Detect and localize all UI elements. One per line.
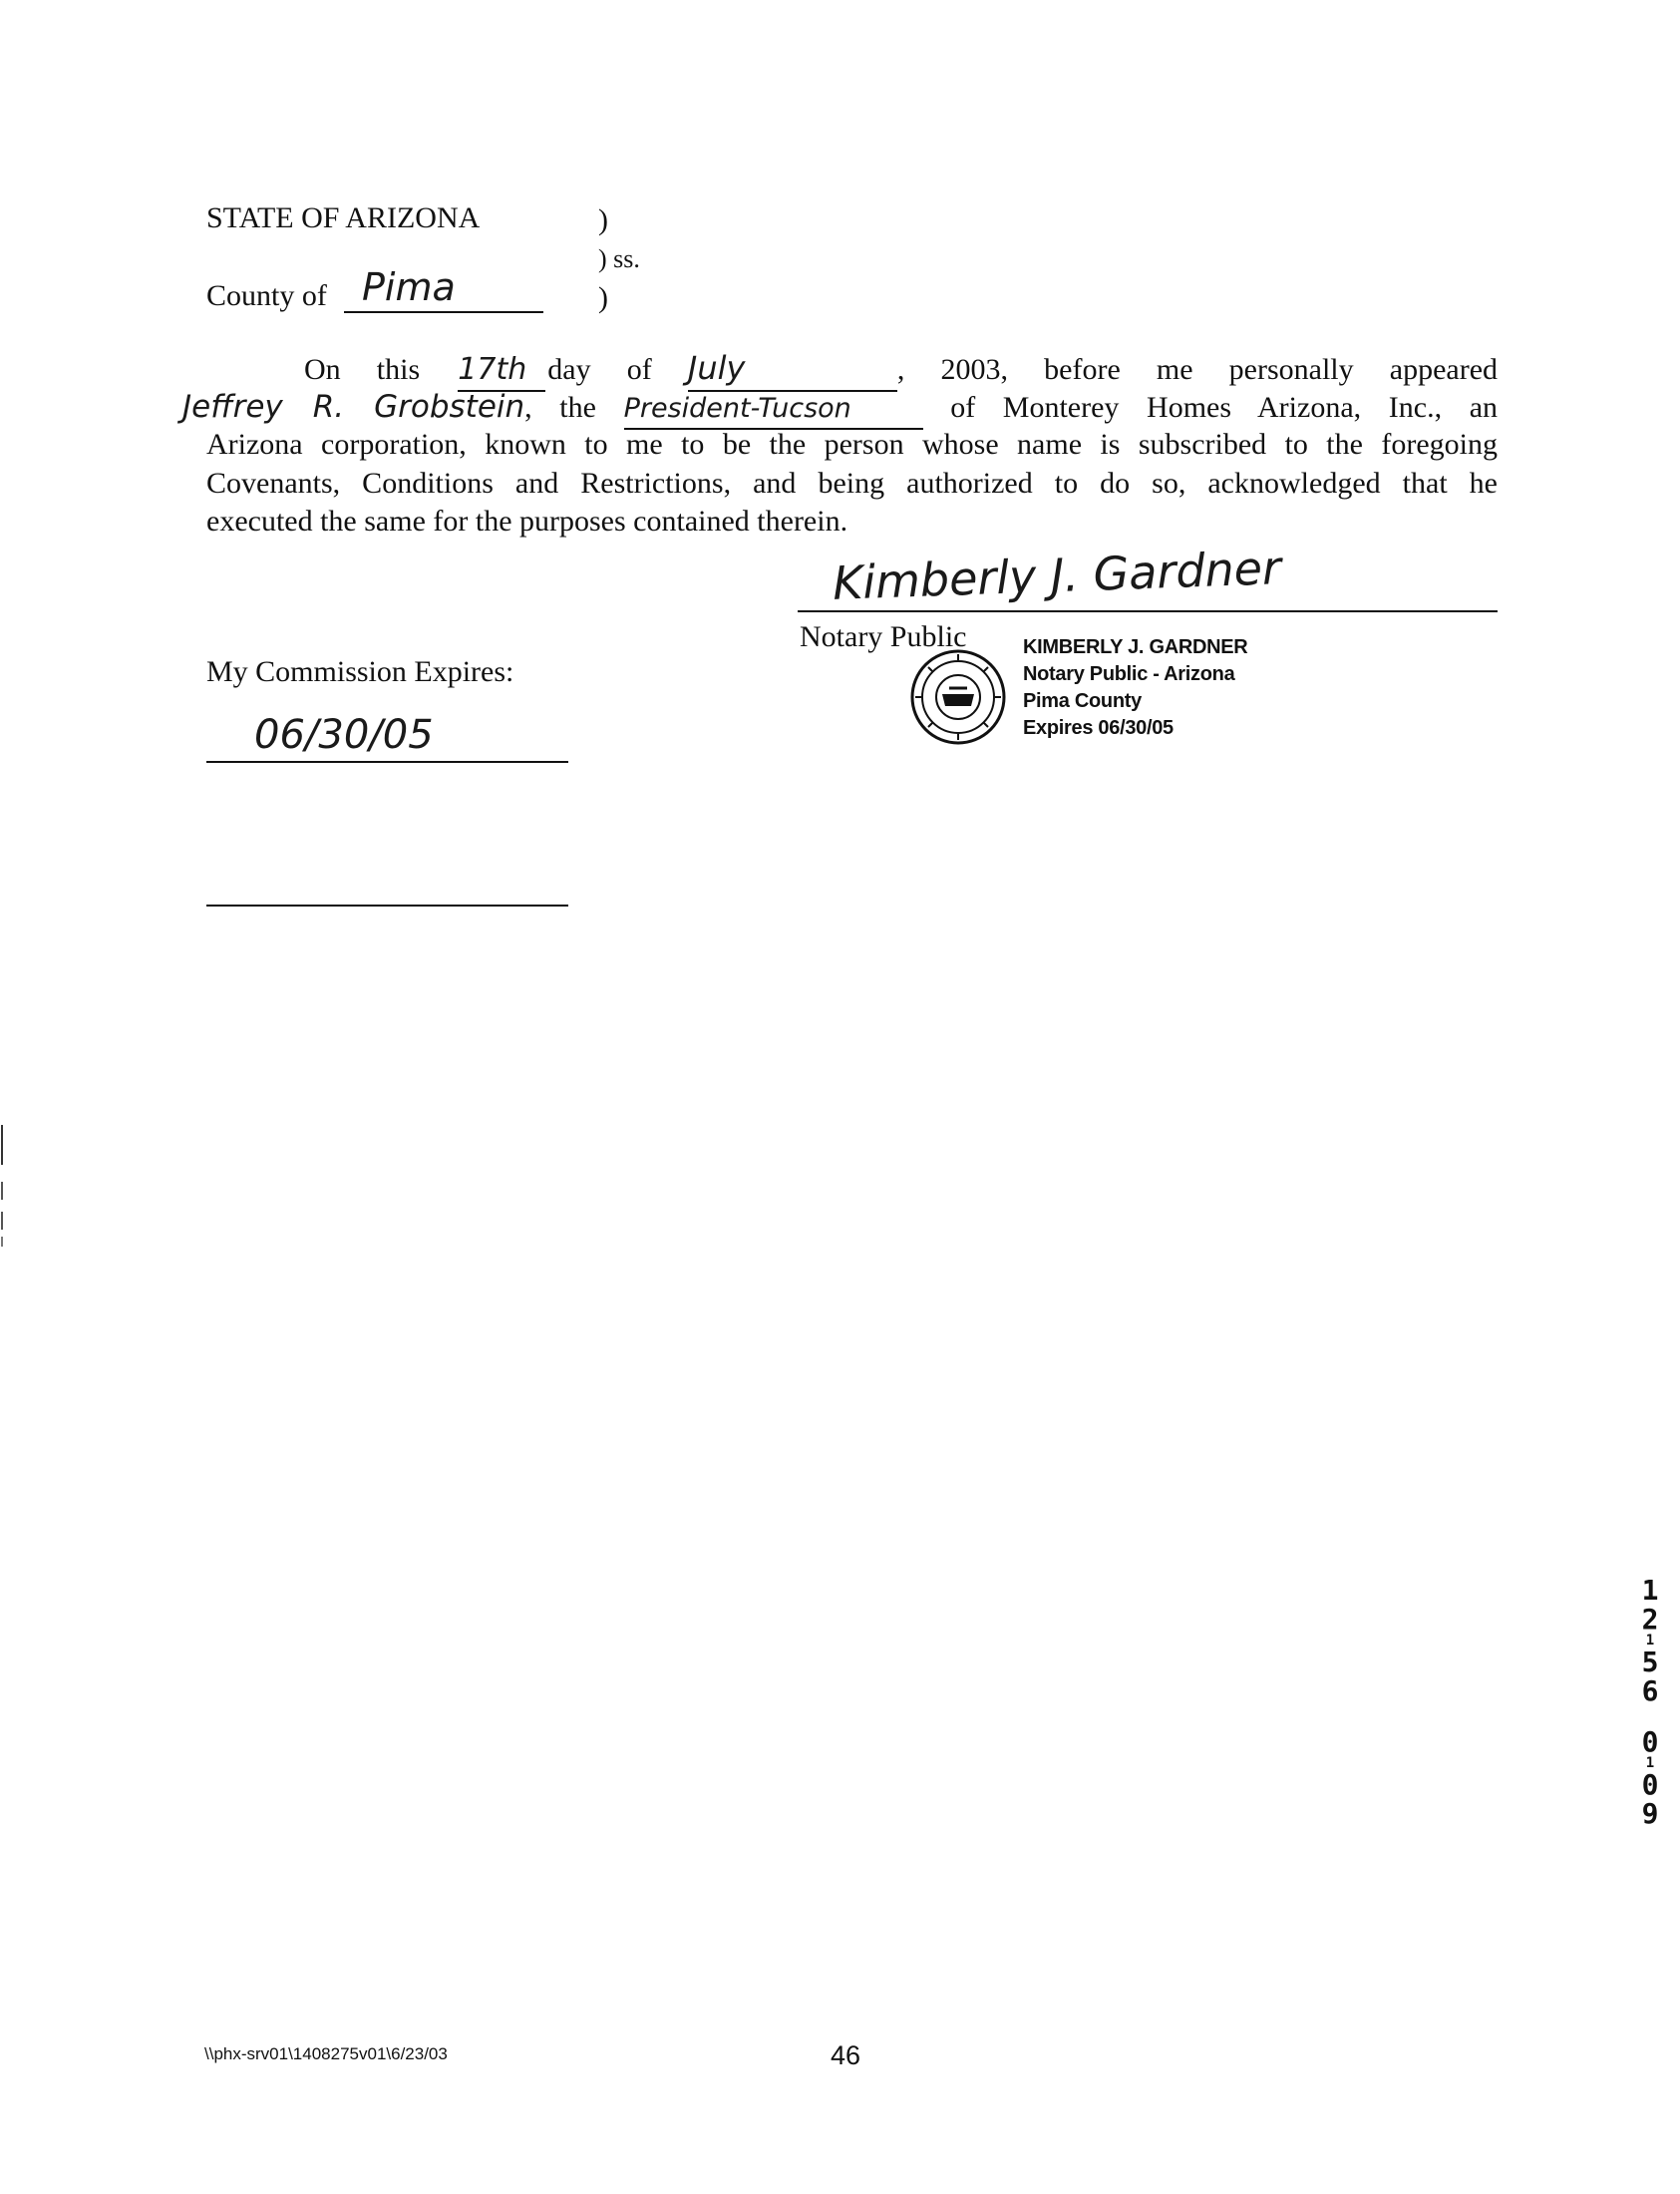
county-value: Pima	[362, 265, 456, 309]
venue-paren-ss: ) ss.	[598, 244, 640, 273]
day-field	[458, 351, 545, 392]
month-field	[688, 349, 897, 392]
commission-field	[206, 712, 568, 763]
scan-mark	[1, 1125, 3, 1165]
scan-mark	[1, 1212, 3, 1230]
title-field	[624, 389, 923, 431]
acknowledgment-paragraph	[182, 349, 1499, 542]
year-text: , 2003, before me personally appeared	[896, 353, 1499, 386]
notary-signature-line	[798, 610, 1498, 612]
the-text: , the	[524, 390, 596, 424]
blank-line	[206, 905, 568, 907]
on-this-text: On this	[304, 353, 421, 386]
ack-line-4: Covenants, Conditions and Restrictions, and being authorized to do so, acknowledged that he	[206, 466, 1498, 500]
company-text: of Monterey Homes Arizona, Inc., an	[950, 390, 1499, 424]
margin-stamp-digit: 0	[1641, 1725, 1659, 1758]
scan-mark	[1, 1237, 3, 1247]
margin-stamp	[1630, 1576, 1670, 1828]
stamp-line-2: Notary Public - Arizona	[1023, 663, 1235, 685]
notary-seal	[909, 648, 1007, 746]
seal-emblem-icon	[909, 648, 1007, 746]
ack-line-2	[182, 388, 1498, 427]
venue-paren-bottom: )	[598, 281, 608, 314]
stamp-line-3: Pima County	[1023, 690, 1142, 712]
signer-name: Jeffrey R. Grobstein	[182, 388, 525, 425]
commission-label: My Commission Expires:	[206, 655, 514, 688]
day-value: 17th	[458, 352, 527, 387]
ack-line-1	[206, 349, 1498, 388]
state-line: STATE OF ARIZONA	[206, 201, 481, 234]
margin-stamp-digit: 6	[1641, 1674, 1659, 1707]
scan-mark	[1, 1182, 3, 1200]
ack-line-3: Arizona corporation, known to me to be the person whose name is subscribed to the foregoing	[206, 428, 1498, 461]
commission-value: 06/30/05	[254, 712, 434, 758]
margin-stamp-digit: 1	[1641, 1574, 1659, 1607]
margin-stamp-digit: 9	[1641, 1797, 1659, 1830]
margin-stamp-digit: 1	[1645, 1755, 1655, 1771]
margin-stamp-digit: 2	[1641, 1603, 1659, 1636]
venue-paren-top: )	[598, 203, 608, 236]
notary-signature: Kimberly J. Gardner	[832, 541, 1282, 610]
month-value: July	[687, 349, 746, 387]
county-label: County of	[206, 279, 327, 312]
document-path: \\phx-srv01\1408275v01\6/23/03	[204, 2044, 448, 2063]
margin-stamp-digit: 5	[1641, 1646, 1659, 1678]
day-of-text: day of	[547, 353, 652, 386]
ack-line-5: executed the same for the purposes contained therein.	[206, 505, 848, 538]
title-value: President-Tucson	[623, 392, 851, 424]
stamp-name: KIMBERLY J. GARDNER	[1023, 636, 1248, 658]
stamp-line-4: Expires 06/30/05	[1023, 717, 1174, 739]
county-field	[344, 265, 543, 313]
page-number: 46	[831, 2040, 861, 2070]
margin-stamp-digit: 0	[1641, 1768, 1659, 1801]
notary-public-label: Notary Public	[800, 620, 967, 653]
margin-stamp-digit: 1	[1645, 1633, 1655, 1648]
